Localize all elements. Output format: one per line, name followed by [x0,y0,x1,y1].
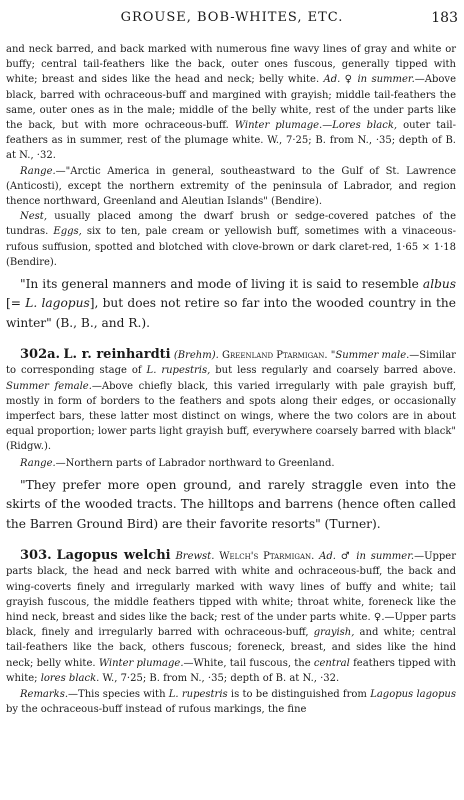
ad-male-label: Ad. ♂ in summer. [319,551,415,563]
range-label: Range. [20,457,56,469]
quote-paragraph [6,275,456,333]
quote-text: [= [6,296,26,311]
female-text: —Upper parts black, finely and irregularly barred with ochraceous-buff, [6,611,456,639]
winter-text: W., 7·25; B. from N., ·35; depth of B. at N., ·32. [99,672,340,684]
range-paragraph [6,456,456,471]
running-head: GROUSE, BOB-WHITES, ETC. [120,10,344,25]
nest-paragraph [6,209,456,270]
winter-label: Winter plumage. [98,657,184,669]
species-entry-302a [6,347,456,454]
species-number: 303. [20,548,52,564]
quote-albus: albus [422,277,456,292]
range-text: —Northern parts of Labrador northward to Greenland. [55,457,335,469]
remarks-text: is to be distinguished from [227,688,371,700]
ad-female-text: —Above black, barred with ochraceous-buff and margined with grayish; middle tail-feathers the same, outer ones as in the male; middle of the belly white, rest of the under parts like the back, but with more ochraceous-buff. [6,74,456,132]
remarks-paragraph [6,687,456,717]
quote-text: "In its general manners and mode of living it is said to resemble [20,277,423,292]
species-entry-303 [6,548,456,686]
remarks-text: by the ochraceous-buff instead of rufous markings, the fine [6,704,307,716]
species-ref: L. rupestris, [146,365,211,377]
page-body [6,42,456,717]
quote-text: ], but does not retire so far into the wooded country in the winter" (B., B., and R.). [6,296,456,330]
summer-female-text: —Above chiefly black, this varied irregularly with pale grayish buff, mostly in form of borders to the feathers and spots along their edges, or occasionally imperfect bars, these latter most distinct on wings, where the two colors are in about equal proportion; lower parts light grayish buff, everywhere coarsely barred with black" (Ridgw.). [6,380,456,453]
winter-label: Winter plumage. [234,120,323,132]
summer-male-label: "Summer male. [330,350,410,362]
female-text: and white; central tail-feathers like the back, others fuscous; foreneck, breast, and sides like the hind neck; belly white. [6,627,456,669]
winter-text: —White, tail fuscous, the [183,657,314,669]
quote-paragraph: "They prefer more open ground, and rarely straggle even into the skirts of the wooded tracts. The hilltops and barrens (hence often called the Barren Ground Bird) are their favorite resorts" (Turner). [6,477,456,531]
ad-female-label: Ad. ♀ in summer. [323,74,415,86]
female-grayish: grayish, [313,627,355,639]
range-text: —"Arctic America in general, southeastward to the Gulf of St. Lawrence (Anticosti), except the northern extremity of the peninsula of Labrador, and region thence northward, Greenland and Aleutian Islands" (Bendire). [6,165,456,208]
winter-lores: lores black. [40,672,100,684]
description-text: and neck barred, and back marked with numerous fine wavy lines of gray and white or buffy; central tail-feathers like the back, outer ones fuscous, generally tipped with white; breast and sides like the head and neck; belly white. [6,44,456,86]
species-common-name: Welch's Ptarmigan. [219,551,315,563]
winter-text: outer tail-feathers as in summer, rest of the plumage white. W., 7·25; B. from N., ·35; depth of B. at N., ·32. [6,120,456,162]
winter-central: central [313,657,350,669]
summer-male-text: but less regularly and coarsely barred above. [210,365,456,377]
eggs-text: six to ten, pale cream or yellowish buff, sometimes with a vinaceous-rufous suffusion, spotted and blotched with clove-brown or dark claret-red, 1·65 × 1·18 (Bendire). [6,226,456,268]
species-name: L. r. reinhardti [63,347,171,363]
nest-text: usually placed among the dwarf brush or sedge-covered patches of the tundras. [6,211,456,238]
remarks-text: —This species with [68,688,169,700]
page-header [6,10,458,32]
range-label: Range. [20,165,56,177]
summer-male-text: —Similar to corresponding stage of [6,350,456,377]
continued-description [6,42,456,164]
page-number: 183 [431,10,458,26]
remarks-label: Remarks. [20,688,69,700]
species-ref: L. rupestris [168,688,228,700]
species-ref: Lagopus lagopus [370,688,456,700]
ad-male-text: —Upper parts black, the head and neck barred with white and ochraceous-buff, the back and wing-coverts finely and irregularly marked with wavy lines of buffy and white; tail grayish fuscous, the middle feathers tipped with white; throat white, foreneck like the hind neck, breast and sides like the back; rest of the under parts white. [6,551,456,623]
nest-label: Nest, [20,211,47,223]
winter-text: feathers tipped with white; [6,657,456,684]
quote-lagopus: L. lagopus [25,296,90,311]
species-common-name: Greenland Ptarmigan. [222,350,328,362]
species-authority: (Brehm). [173,350,219,362]
winter-lores: —Lores black, [322,120,398,132]
female-label: ♀. [373,611,385,623]
species-authority: Brewst. [175,551,215,563]
eggs-label: Eggs, [53,226,82,238]
species-number: 302a. [20,347,61,363]
species-name: Lagopus welchi [56,548,171,564]
summer-female-label: Summer female. [6,380,92,392]
range-paragraph [6,164,456,210]
